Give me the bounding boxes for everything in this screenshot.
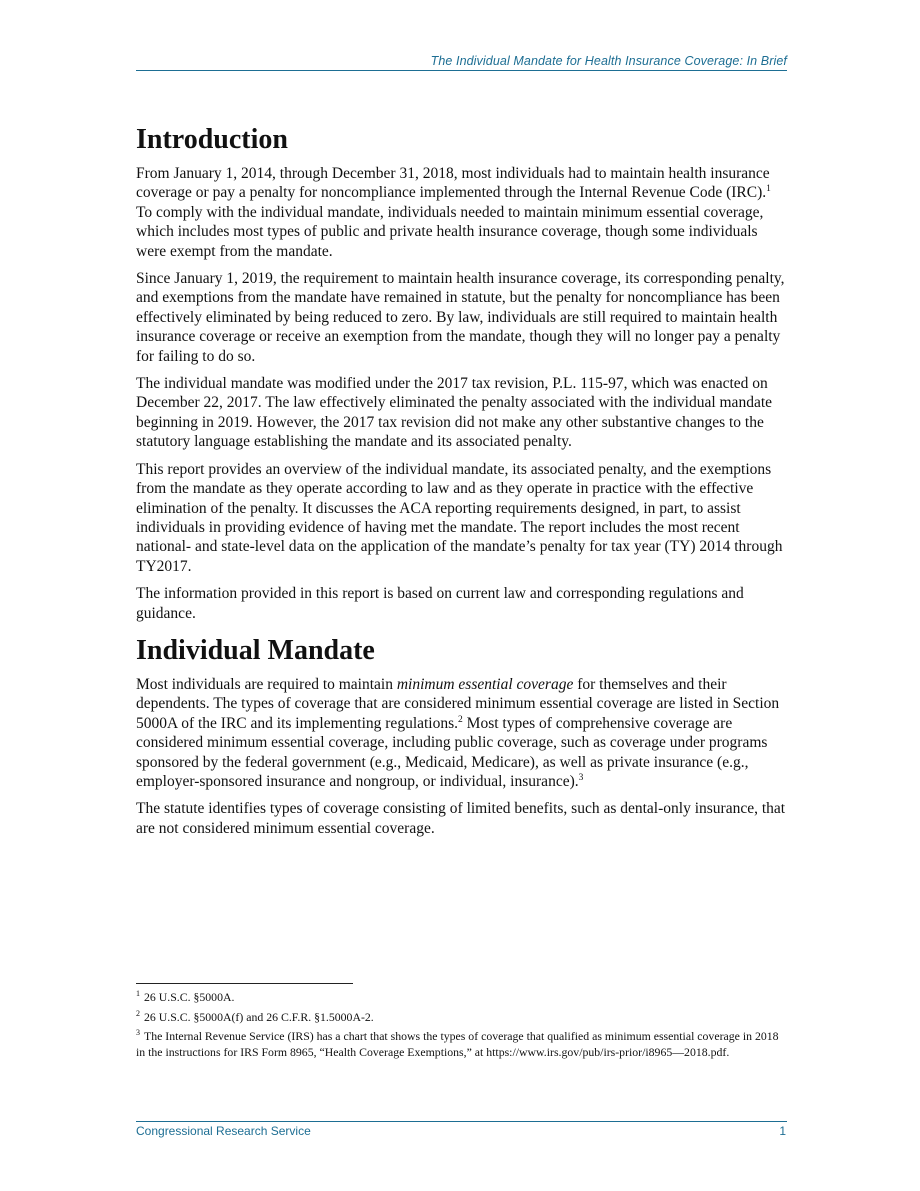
footnote-text: 26 U.S.C. §5000A. [144, 990, 235, 1004]
emphasized-term: minimum essential coverage [396, 675, 574, 693]
paragraph-text: From January 1, 2014, through December 31, 2018, most individuals had to maintain health insurance coverage or pay a penalty for noncompliance implemented through the Internal Revenue Code (IRC). [136, 165, 770, 202]
page-number: 1 [779, 1124, 786, 1138]
footnote-number: 3 [136, 1028, 140, 1038]
footnote-rule [136, 983, 353, 984]
footnote-text: The Internal Revenue Service (IRS) has a chart that shows the types of coverage that qualified as minimum essential coverage in 2018 in the instructions for IRS Form 8965, “Health Coverage Exemptions,” at https://www.irs.gov/pub/irs-prior/i8965—2018.pdf. [136, 1029, 779, 1059]
paragraph: Since January 1, 2019, the requirement to maintain health insurance coverage, its corresponding penalty, and exemptions from the mandate have remained in statute, but the penalty for noncompliance has been effectively eliminated by being reduced to zero. By law, individuals are still required to maintain health insurance coverage or receive an exemption from the mandate, though they will no longer pay a penalty for failing to do so. [136, 270, 785, 365]
paragraph [136, 675, 788, 791]
paragraph-text: Most individuals are required to maintain [136, 675, 397, 693]
footnote-text: 26 U.S.C. §5000A(f) and 26 C.F.R. §1.5000A-2. [144, 1009, 374, 1024]
footer-rule [136, 1121, 787, 1122]
paragraph-text: for themselves and their dependents. The types of coverage that are considered minimum essential coverage are listed in Section 5000A of the IRC and its implementing regulations. [136, 675, 780, 732]
paragraph-text: To comply with the individual mandate, individuals needed to maintain minimum essential coverage, which includes most types of public and private health insurance coverage, though some individuals were exempt from the mandate. [136, 203, 764, 260]
footnote-ref[interactable]: 2 [458, 714, 463, 725]
footer-publisher: Congressional Research Service [136, 1124, 311, 1138]
paragraph: The statute identifies types of coverage consisting of limited benefits, such as dental-only insurance, that are not considered minimum essential coverage. [136, 800, 786, 837]
section-heading-introduction: Introduction [136, 124, 288, 155]
footnote [136, 1010, 786, 1026]
main-content [136, 122, 788, 846]
paragraph-text: Most types of comprehensive coverage are considered minimum essential coverage, including public coverage, such as coverage under programs sponsored by the federal government (e.g., Medicaid, Medicare), as well as private insurance (e.g., employer-sponsored insurance and nongroup, or individual, insurance). [136, 714, 768, 790]
paragraph: The information provided in this report is based on current law and corresponding regulations and guidance. [136, 585, 744, 622]
footnote-number: 1 [136, 989, 140, 999]
footnote-number: 2 [136, 1008, 140, 1018]
footnote [136, 990, 786, 1006]
paragraph [136, 164, 788, 261]
paragraph: This report provides an overview of the individual mandate, its associated penalty, and the exemptions from the mandate as they operate according to law and as they operate in practice with the effective elimination of the penalty. It discusses the ACA reporting requirements designed, in part, to assist individuals in providing evidence of having met the mandate. The report includes the most recent national- and state-level data on the application of the mandate’s penalty for tax year (TY) 2014 through TY2017. [136, 460, 783, 575]
footnotes [136, 990, 786, 1064]
footnote [136, 1029, 786, 1060]
section-heading-individual-mandate: Individual Mandate [136, 634, 375, 666]
paragraph: The individual mandate was modified under the 2017 tax revision, P.L. 115-97, which was enacted on December 22, 2017. The law effectively eliminated the penalty associated with the individual mandate beginning in 2019. However, the 2017 tax revision did not make any other substantive changes to the statutory language establishing the mandate and its associated penalty. [136, 375, 773, 451]
running-header: The Individual Mandate for Health Insurance Coverage: In Brief [430, 54, 787, 68]
header-rule [136, 70, 787, 71]
footnote-ref[interactable]: 1 [766, 184, 771, 195]
footnote-ref[interactable]: 3 [578, 772, 584, 783]
